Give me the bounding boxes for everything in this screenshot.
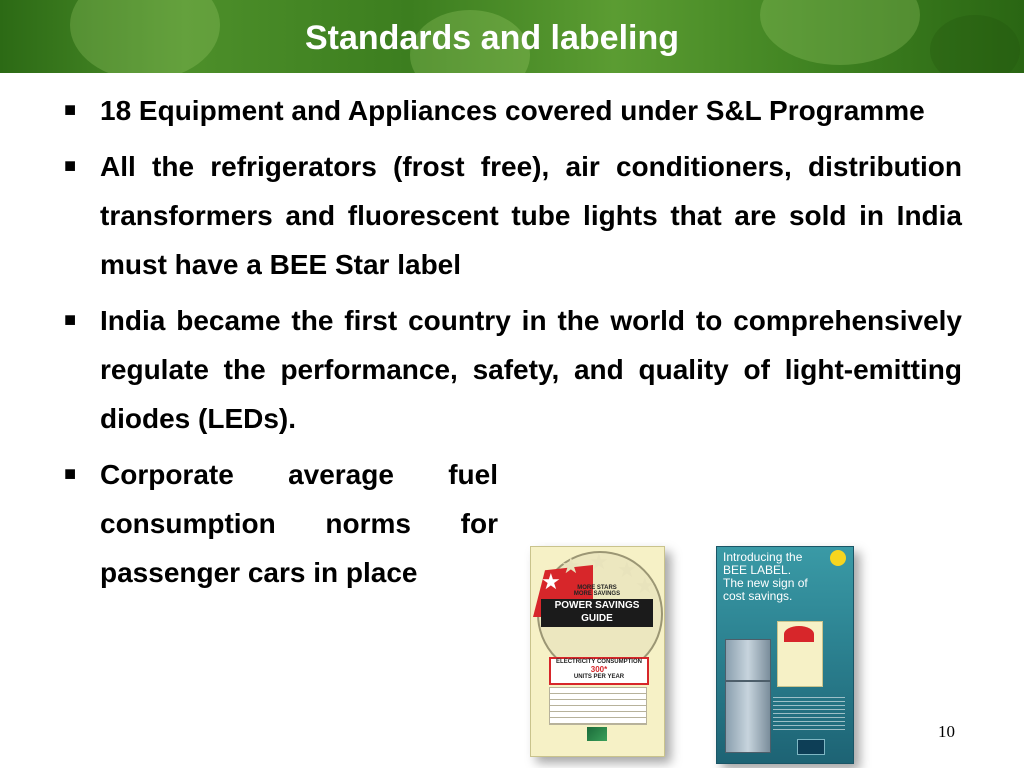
bee-label-poster-image (716, 546, 854, 764)
bullet-item (64, 296, 962, 443)
star-icon: ★ (589, 549, 609, 574)
bee-logo-icon (797, 739, 825, 755)
title-bar (0, 0, 1024, 73)
refrigerator-icon (725, 639, 771, 753)
slide-title: Standards and labeling (304, 19, 680, 57)
smiley-icon (830, 550, 846, 566)
bullet-item (64, 86, 962, 135)
poster-headline (723, 551, 833, 603)
fridge-door-line (726, 680, 770, 682)
consumption-label: ELECTRICITY CONSUMPTION (556, 659, 642, 665)
bullet-marker: ■ (64, 99, 77, 121)
poster-line: Introducing the (723, 550, 803, 564)
poster-body-text (773, 697, 845, 731)
star-icon: ★ (635, 573, 655, 598)
poster-line: BEE LABEL. (723, 563, 792, 577)
bullet-marker: ■ (64, 309, 77, 331)
bullet-text: All the refrigerators (frost free), air conditioners, distribution transformers and fluorescent tube lights that are sold in India must have a BEE Star label (100, 151, 962, 280)
consumption-unit: UNITS PER YEAR (573, 674, 625, 680)
star-icon: ★ (541, 569, 561, 594)
consumption-box (549, 657, 649, 685)
bullet-list (64, 86, 962, 604)
star-icon: ★ (561, 553, 581, 578)
label-heading: POWER SAVINGS GUIDE (541, 599, 653, 627)
bullet-text: 18 Equipment and Appliances covered under S&L Programme (100, 95, 925, 126)
consumption-value: 300* (590, 665, 608, 674)
poster-line: The new sign of (723, 576, 808, 590)
bullet-text-wrapped: Corporate average fuel consumption norms for passenger cars in place (100, 459, 498, 588)
bee-logo-icon (587, 727, 607, 741)
bullet-marker: ■ (64, 463, 77, 485)
label-banner: MORE STARS MORE SAVINGS (573, 585, 621, 597)
star-label-red-arc (784, 626, 814, 642)
page-number: 10 (938, 722, 955, 741)
star-label-icon (777, 621, 823, 687)
bullet-marker: ■ (64, 155, 77, 177)
power-savings-guide-image (530, 546, 665, 757)
bullet-text: India became the first country in the world to comprehensively regulate the performance, safety, and quality of light-emitting diodes (LEDs). (100, 305, 962, 434)
star-icon: ★ (617, 557, 637, 582)
spec-table (549, 687, 647, 725)
poster-line: cost savings. (723, 589, 793, 603)
bullet-item (64, 142, 962, 289)
